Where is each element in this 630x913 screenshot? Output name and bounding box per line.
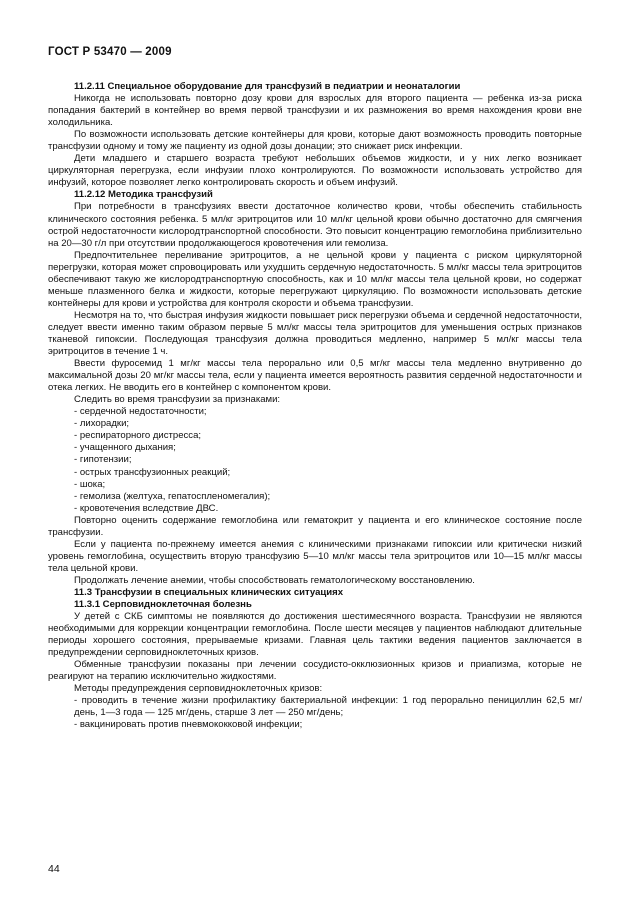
paragraph: Продолжать лечение анемии, чтобы способствовать гематологическому восстановлению. (74, 574, 475, 586)
list-item: - вакцинировать против пневмококковой инфекции; (48, 719, 582, 731)
paragraph: Никогда не использовать повторно дозу крови для взрослых для второго пациента — ребенка из-за риска попадания бактерий в контейнер во время первой трансфузии и их размножения во время нахождения крови вне холодильника. (48, 93, 582, 129)
list-item: - проводить в течение жизни профилактику бактериальной инфекции: 1 год перорально пенициллин 62,5 мг/день, 1—3 года — 125 мг/день, старше 3 лет — 250 мг/день; (48, 695, 582, 719)
list-item: - респираторного дистресса; (48, 430, 582, 442)
subsection-heading: 11.3.1 Серповидноклеточная болезнь (74, 599, 252, 611)
list-item: - гипотензии; (48, 454, 582, 466)
paragraph: При потребности в трансфузиях ввести достаточное количество крови, чтобы обеспечить стабильность клинического состояния ребенка. 5 мл/кг эритроцитов или 10 мл/кг цельной крови обычно достаточно для смягчения острой недостаточности кислородтранспортной способности. Это повысит концентрацию гемоглобина приблизительно на 20—30 г/л при отсутствии продолжающегося кровотечения или гемолиза. (48, 201, 582, 249)
paragraph: Если у пациента по-прежнему имеется анемия с клиническими признаками гипоксии или критически низкий уровень гемоглобина, осуществить вторую трансфузию 5—10 мл/кг массы тела эритроцитов или 10—15 мл/кг массы тела цельной крови. (48, 538, 582, 574)
paragraph: Методы предупреждения серповидноклеточных кризов: (74, 683, 323, 695)
bullet-list (48, 695, 582, 731)
page-number: 44 (48, 863, 60, 875)
paragraph: По возможности использовать детские контейнеры для крови, которые дают возможность проводить повторные трансфузии одному и тому же пациенту из одной дозы донации; это снижает риск инфекции. (48, 129, 582, 153)
paragraph: Дети младшего и старшего возраста требуют небольших объемов жидкости, и у них легко возникает циркуляторная перегрузка, если инфузии плохо контролируются. По возможности использовать устройство для инфузий, которое позволяет легко контролировать скорость и объем инфузий. (48, 153, 582, 189)
list-item: - лихорадки; (48, 418, 582, 430)
standard-header: ГОСТ Р 53470 — 2009 (48, 46, 172, 58)
subsection-heading: 11.3 Трансфузии в специальных клинических ситуациях (74, 586, 344, 598)
paragraph: Повторно оценить содержание гемоглобина или гематокрит у пациента и его клиническое состояние после трансфузии. (48, 514, 582, 538)
paragraph: У детей с СКБ симптомы не появляются до достижения шестимесячного возраста. Трансфузии не являются необходимыми для коррекции концентрации гемоглобина. После шести месяцев у пациентов наблюдают длительные периоды хорошего состояния, прерываемые кризами. Главная цель тактики ведения пациентов заключается в предупреждении серповидноклеточных кризов. (48, 611, 582, 659)
document-body (48, 81, 582, 732)
paragraph: Обменные трансфузии показаны при лечении сосудисто-окклюзионных кризов и приапизма, которые не реагируют на терапию исключительно жидкостями. (48, 659, 582, 683)
section-heading: 11.2.11 Специальное оборудование для трансфузий в педиатрии и неонаталогии (74, 81, 461, 92)
list-item: - кровотечения вследствие ДВС. (48, 503, 582, 515)
list-item: - гемолиза (желтуха, гепатоспленомегалия); (48, 491, 582, 503)
list-item: - шока; (48, 479, 582, 491)
list-item: - сердечной недостаточности; (48, 406, 582, 418)
list-item: - острых трансфузионных реакций; (48, 467, 582, 479)
paragraph: Предпочтительнее переливание эритроцитов, а не цельной крови у пациента с риском циркуляторной перегрузки, которая может спровоцировать или ухудшить сердечную недостаточность. 5 мл/кг массы тела эритроцитов обеспечивают такую же кислородтранспортную способность, как и 10 мл/кг массы тела цельной крови, но содержат меньше плазменного белка и жидкости, которые перегружают циркуляцию. По возможности использовать детские контейнеры для крови и устройства для контроля скорости и объема трансфузии. (48, 249, 582, 309)
paragraph: Несмотря на то, что быстрая инфузия жидкости повышает риск перегрузки объема и сердечной недостаточности, следует ввести именно таким образом первые 5 мл/кг массы тела эритроцитов для уменьшения острых признаков тканевой гипоксии. Последующая трансфузия должна проводиться медленно, например 5 мл/кг массы тела эритроцитов в течение 1 ч. (48, 309, 582, 358)
paragraph: Ввести фуросемид 1 мг/кг массы тела перорально или 0,5 мг/кг массы тела медленно внутривенно до максимальной дозы 20 мг/кг массы тела, если у пациента имеется вероятность развития сердечной недостаточности и отека легких. Не вводить его в контейнер с компонентом крови. (48, 358, 582, 394)
subsection-heading: 11.2.12 Методика трансфузий (74, 189, 213, 201)
bullet-list (48, 406, 582, 514)
list-item: - учащенного дыхания; (48, 442, 582, 454)
paragraph: Следить во время трансфузии за признаками: (74, 394, 281, 406)
